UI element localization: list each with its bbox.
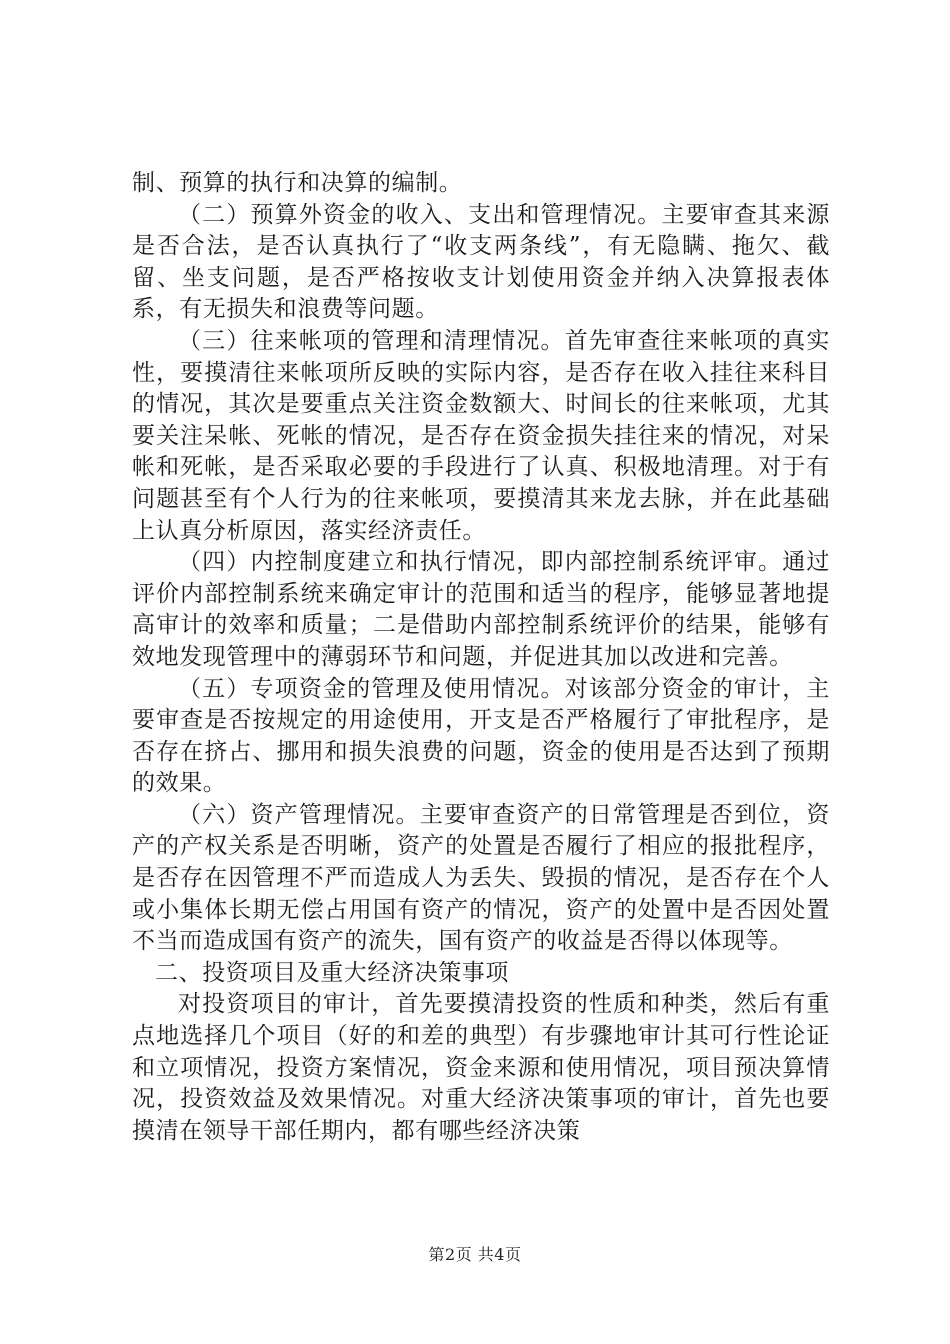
paragraph-extra-budget-funds: （二）预算外资金的收入、支出和管理情况。主要审查其来源是否合法，是否认真执行了“收支两条线”，有无隐瞒、拖欠、截留、坐支问题，是否严格按收支计划使用资金并纳入决算报表体系，有无损失和浪费等问题。 (132, 201, 830, 323)
paragraph-investment-audit: 对投资项目的审计，首先要摸清投资的性质和种类，然后有重点地选择几个项目（好的和差的典型）有步骤地审计其可行性论证和立项情况，投资方案情况，资金来源和使用情况，项目预决算情况，投资效益及效果情况。对重大经济决策事项的审计，首先也要摸清在领导干部任期内，都有哪些经济决策 (132, 991, 830, 1144)
page-number-footer: 第2页 共4页 (428, 1245, 522, 1264)
paragraph-asset-management: （六）资产管理情况。主要审查资产的日常管理是否到位，资产的产权关系是否明晰，资产的处置是否履行了相应的报批程序，是否存在因管理不严而造成人为丢失、毁损的情况，是否存在个人或小集体长期无偿占用国有资产的情况，资产的处置中是否因处置不当而造成国有资产的流失，国有资产的收益是否得以体现等。 (132, 801, 830, 955)
paragraph-special-funds: （五）专项资金的管理及使用情况。对该部分资金的审计，主要审查是否按规定的用途使用，开支是否严格履行了审批程序，是否存在挤占、挪用和损失浪费的问题，资金的使用是否达到了预期的效果。 (132, 675, 830, 797)
section-heading-investment: 二、投资项目及重大经济决策事项 (155, 959, 509, 986)
document-body (132, 168, 830, 1147)
paragraph-internal-control: （四）内控制度建立和执行情况，即内部控制系统评审。通过评价内部控制系统来确定审计的范围和适当的程序，能够显著地提高审计的效率和质量；二是借助内部控制系统评价的结果，能够有效地发现管理中的薄弱环节和问题，并促进其加以改进和完善。 (132, 549, 830, 670)
paragraph-accounts-clearing: （三）往来帐项的管理和清理情况。首先审查往来帐项的真实性，要摸清往来帐项所反映的实际内容，是否存在收入挂往来科目的情况，其次是要重点关注资金数额大、时间长的往来帐项，尤其要关注呆帐、死帐的情况，是否存在资金损失挂往来的情况，对呆帐和死帐，是否采取必要的手段进行了认真、积极地清理。对于有问题甚至有个人行为的往来帐项，要摸清其来龙去脉，并在此基础上认真分析原因，落实经济责任。 (132, 327, 830, 544)
paragraph-continuation: 制、预算的执行和决算的编制。 (132, 170, 463, 196)
